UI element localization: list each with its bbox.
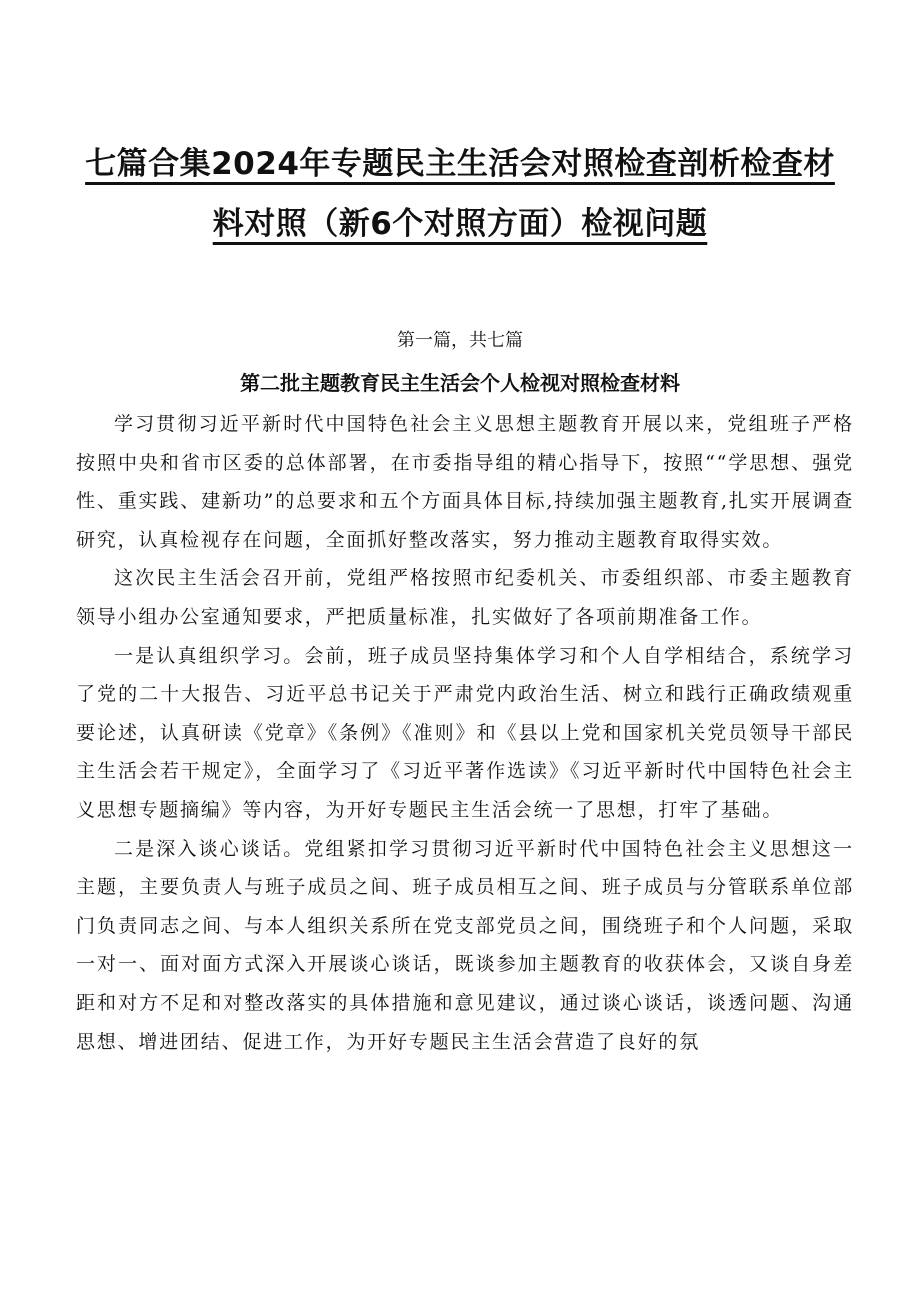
document-title-line-2: 料对照（新6个对照方面）检视问题 <box>212 206 708 242</box>
paragraph-study: 一是认真组织学习。会前，班子成员坚持集体学习和个人自学相结合，系统学习了党的二十大报告、习近平总书记关于严肃党内政治生活、树立和践行正确政绩观重要论述，认真研读《党章》《条例》《准则》和《县以上党和国家机关党员领导干部民主生活会若干规定》，全面学习了《习近平著作选读》《习近平新时代中国特色社会主义思想专题摘编》等内容，为开好专题民主生活会统一了思想，打牢了基础。 <box>76 644 854 821</box>
section-label: 第一篇，共七篇 <box>397 330 523 351</box>
paragraph-intro: 学习贯彻习近平新时代中国特色社会主义思想主题教育开展以来，党组班子严格按照中央和省市区委的总体部署，在市委指导组的精心指导下，按照““学思想、强党性、重实践、建新功”的总要求和五个方面具体目标,持续加强主题教育,扎实开展调查研究，认真检视存在问题，全面抓好整改落实，努力推动主题教育取得实效。 <box>76 413 854 551</box>
paragraph-preparation: 这次民主生活会召开前，党组严格按照市纪委机关、市委组织部、市委主题教育领导小组办公室通知要求，严把质量标准，扎实做好了各项前期准备工作。 <box>76 567 854 628</box>
paragraph-talks: 二是深入谈心谈话。党组紧扣学习贯彻习近平新时代中国特色社会主义思想这一主题，主要负责人与班子成员之间、班子成员相互之间、班子成员与分管联系单位部门负责同志之间、与本人组织关系所在党支部党员之间，围绕班子和个人问题，采取一对一、面对面方式深入开展谈心谈话，既谈参加主题教育的收获体会，又谈自身差距和对方不足和对整改落实的具体措施和意见建议，通过谈心谈话，谈透问题、沟通思想、增进团结、促进工作，为开好专题民主生活会营造了良好的氛 <box>76 837 854 1053</box>
document-title-line-1: 七篇合集2024年专题民主生活会对照检查剖析检查材 <box>85 146 835 182</box>
document-body <box>76 405 854 1061</box>
section-title: 第二批主题教育民主生活会个人检视对照检查材料 <box>240 371 680 395</box>
